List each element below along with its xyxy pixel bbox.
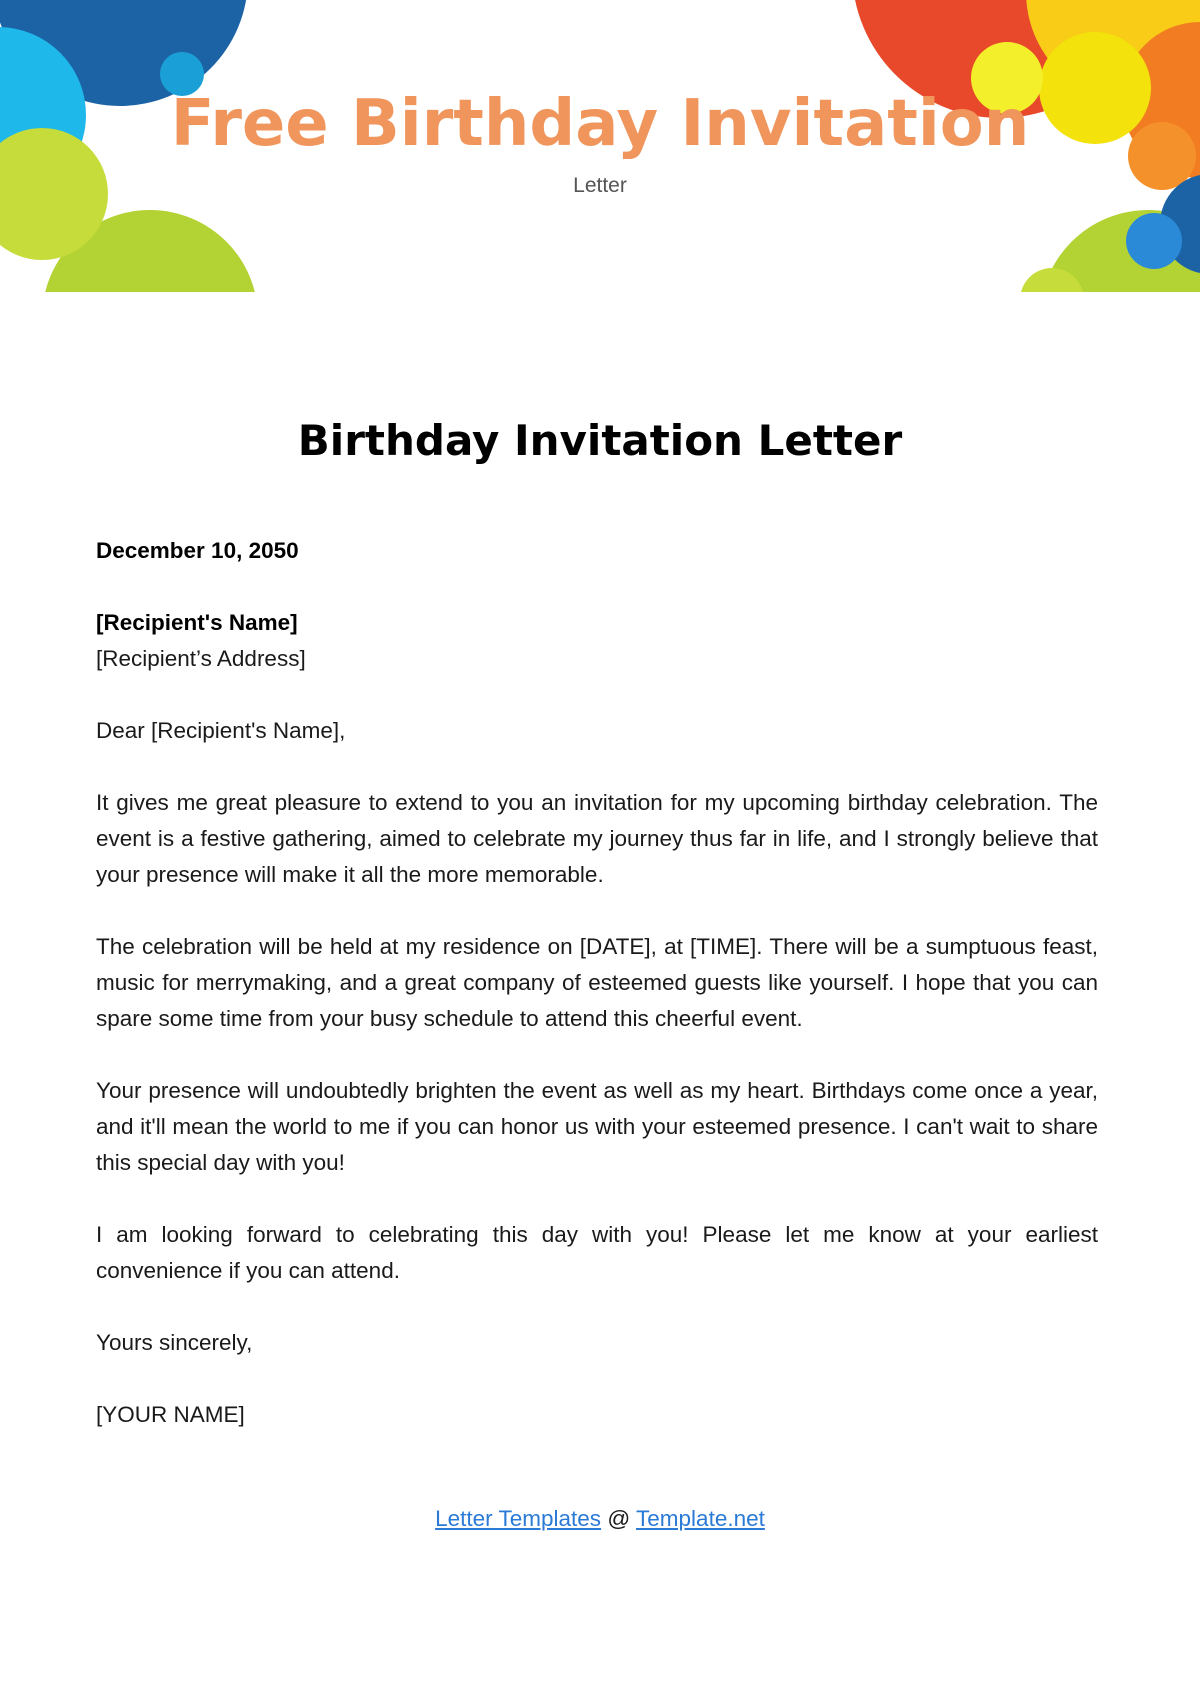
paragraph-4: I am looking forward to celebrating this day with you! Please let me know at your earliest convenience if you can attend. — [96, 1222, 1098, 1283]
banner-subtitle: Letter — [573, 174, 627, 197]
paragraph-2: The celebration will be held at my residence on [DATE], at [TIME]. There will be a sumptuous feast, music for merrymaking, and a great company of esteemed guests like yourself. I hope that you can spare some time from your busy schedule to attend this cheerful event. — [96, 934, 1098, 1031]
recipient-block — [96, 605, 1098, 677]
salutation: Dear [Recipient's Name], — [96, 718, 346, 743]
letter-templates-link[interactable]: Letter Templates — [435, 1506, 602, 1531]
paragraph-1: It gives me great pleasure to extend to you an invitation for my upcoming birthday celebration. The event is a festive gathering, aimed to celebrate my journey thus far in life, and I strongly believe that your presence will make it all the more memorable. — [96, 790, 1098, 887]
document-title: Birthday Invitation Letter — [297, 416, 903, 465]
header-banner — [0, 0, 1200, 292]
closing: Yours sincerely, — [96, 1330, 253, 1355]
letter-date: December 10, 2050 — [96, 538, 299, 563]
paragraph-3: Your presence will undoubtedly brighten the event as well as my heart. Birthdays come once a year, and it'll mean the world to me if you can honor us with your esteemed presence. I can't wait to share this special day with you! — [96, 1078, 1098, 1175]
recipient-name: [Recipient's Name] — [96, 610, 298, 635]
footer — [0, 1506, 1200, 1532]
template-net-link[interactable]: Template.net — [636, 1506, 765, 1531]
banner-title: Free Birthday Invitation — [170, 87, 1030, 161]
footer-separator: @ — [607, 1506, 631, 1531]
signature: [YOUR NAME] — [96, 1402, 245, 1427]
balloon-blue-right-small — [1126, 213, 1182, 269]
letter-body — [96, 533, 1098, 1469]
recipient-address: [Recipient’s Address] — [96, 646, 306, 671]
